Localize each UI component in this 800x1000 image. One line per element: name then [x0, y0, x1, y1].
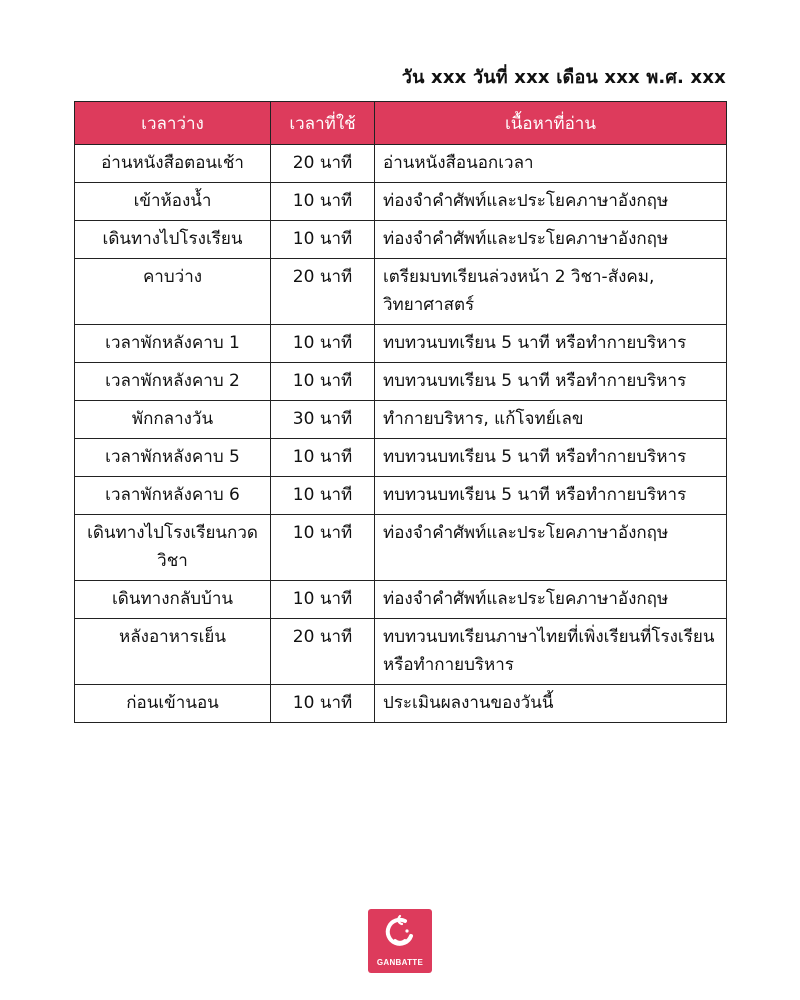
- table-row: [75, 477, 727, 515]
- table-row: [75, 619, 727, 685]
- duration-cell: 10 นาที: [271, 477, 375, 515]
- table-row: [75, 145, 727, 183]
- content-cell: อ่านหนังสือนอกเวลา: [375, 145, 727, 183]
- free-time-cell: คาบว่าง: [75, 259, 271, 325]
- table-row: [75, 363, 727, 401]
- duration-cell: 20 นาที: [271, 145, 375, 183]
- duration-cell: 10 นาที: [271, 325, 375, 363]
- table-row: [75, 439, 727, 477]
- column-header-free-time: เวลาว่าง: [75, 102, 271, 145]
- table-row: [75, 581, 727, 619]
- table-body: [75, 145, 727, 723]
- content-cell: ทบทวนบทเรียน 5 นาที หรือทำกายบริหาร: [375, 477, 727, 515]
- content-cell: ทบทวนบทเรียนภาษาไทยที่เพิ่งเรียนที่โรงเรียน หรือทำกายบริหาร: [375, 619, 727, 685]
- duration-cell: 30 นาที: [271, 401, 375, 439]
- table-row: [75, 401, 727, 439]
- free-time-cell: เวลาพักหลังคาบ 5: [75, 439, 271, 477]
- free-time-cell: อ่านหนังสือตอนเช้า: [75, 145, 271, 183]
- table-header-row: [75, 102, 727, 145]
- duration-cell: 10 นาที: [271, 439, 375, 477]
- content-cell: ทำกายบริหาร, แก้โจทย์เลข: [375, 401, 727, 439]
- table-row: [75, 515, 727, 581]
- content-cell: ทบทวนบทเรียน 5 นาที หรือทำกายบริหาร: [375, 325, 727, 363]
- content-cell: ท่องจำคำศัพท์และประโยคภาษาอังกฤษ: [375, 221, 727, 259]
- duration-cell: 10 นาที: [271, 515, 375, 581]
- column-header-content: เนื้อหาที่อ่าน: [375, 102, 727, 145]
- free-time-cell: เดินทางกลับบ้าน: [75, 581, 271, 619]
- free-time-cell: เดินทางไปโรงเรียนกวดวิชา: [75, 515, 271, 581]
- content-cell: เตรียมบทเรียนล่วงหน้า 2 วิชา-สังคม, วิทยาศาสตร์: [375, 259, 727, 325]
- duration-cell: 10 นาที: [271, 221, 375, 259]
- content-cell: ท่องจำคำศัพท์และประโยคภาษาอังกฤษ: [375, 515, 727, 581]
- schedule-table: [74, 101, 727, 723]
- table-row: [75, 685, 727, 723]
- logo-text: GANBATTE: [376, 958, 424, 967]
- free-time-cell: พักกลางวัน: [75, 401, 271, 439]
- duration-cell: 10 นาที: [271, 581, 375, 619]
- column-header-duration: เวลาที่ใช้: [271, 102, 375, 145]
- content-cell: ประเมินผลงานของวันนี้: [375, 685, 727, 723]
- table-row: [75, 183, 727, 221]
- duration-cell: 10 นาที: [271, 183, 375, 221]
- free-time-cell: หลังอาหารเย็น: [75, 619, 271, 685]
- duration-cell: 10 นาที: [271, 685, 375, 723]
- content-cell: ทบทวนบทเรียน 5 นาที หรือทำกายบริหาร: [375, 363, 727, 401]
- free-time-cell: ก่อนเข้านอน: [75, 685, 271, 723]
- free-time-cell: เวลาพักหลังคาบ 1: [75, 325, 271, 363]
- date-line: วัน xxx วันที่ xxx เดือน xxx พ.ศ. xxx: [401, 67, 726, 88]
- free-time-cell: เวลาพักหลังคาบ 2: [75, 363, 271, 401]
- free-time-cell: เข้าห้องน้ำ: [75, 183, 271, 221]
- content-cell: ท่องจำคำศัพท์และประโยคภาษาอังกฤษ: [375, 183, 727, 221]
- ganbatte-logo: [368, 909, 432, 973]
- free-time-cell: เวลาพักหลังคาบ 6: [75, 477, 271, 515]
- table-row: [75, 221, 727, 259]
- free-time-cell: เดินทางไปโรงเรียน: [75, 221, 271, 259]
- content-cell: ทบทวนบทเรียน 5 นาที หรือทำกายบริหาร: [375, 439, 727, 477]
- duration-cell: 20 นาที: [271, 619, 375, 685]
- duration-cell: 20 นาที: [271, 259, 375, 325]
- duration-cell: 10 นาที: [271, 363, 375, 401]
- content-cell: ท่องจำคำศัพท์และประโยคภาษาอังกฤษ: [375, 581, 727, 619]
- table-row: [75, 259, 727, 325]
- table-row: [75, 325, 727, 363]
- ganbatte-logo-icon: [382, 914, 418, 954]
